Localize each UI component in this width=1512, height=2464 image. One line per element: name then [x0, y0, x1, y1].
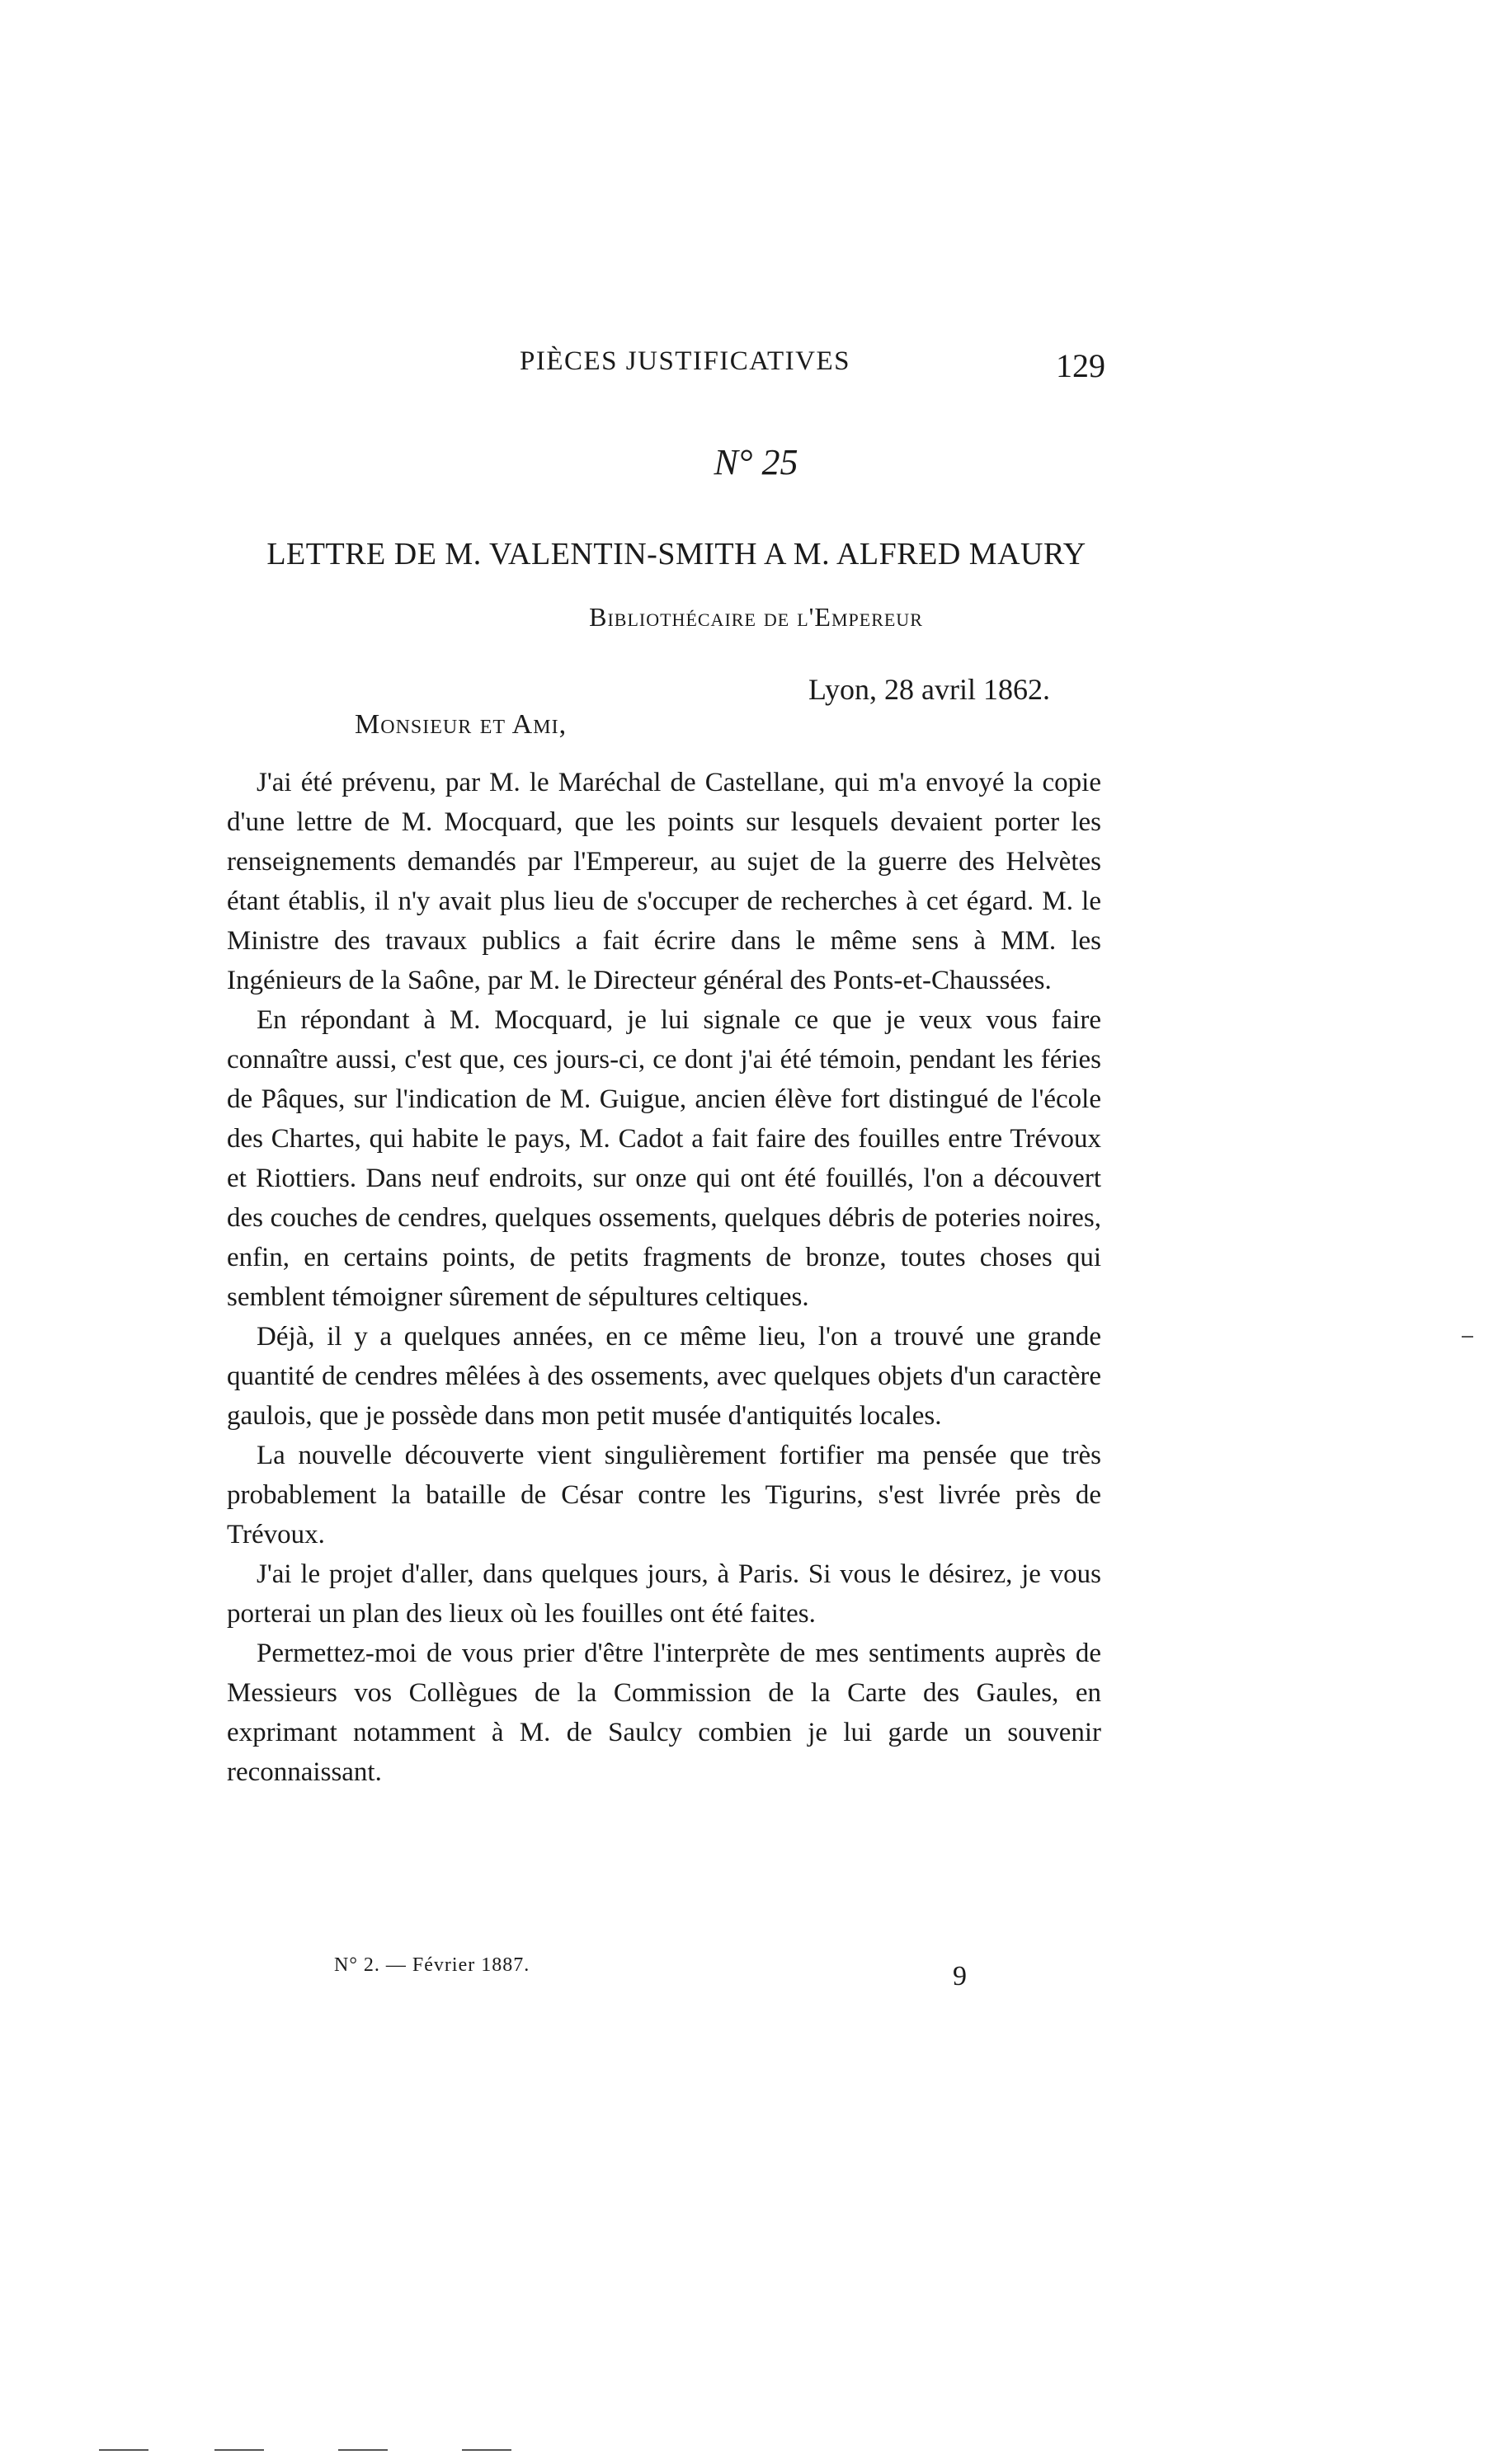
issue-reference: N° 2. — Février 1887.: [334, 1954, 530, 1976]
salutation: Monsieur et Ami,: [355, 709, 568, 740]
document-number: N° 25: [714, 442, 798, 482]
running-header: [0, 346, 1512, 396]
scan-margin-mark: [1462, 1336, 1473, 1338]
scan-edge-mark: [214, 2449, 264, 2451]
page-number: 129: [1056, 347, 1105, 384]
paragraph: Déjà, il y a quelques années, en ce même lieu, l'on a trouvé une grande quantité de cendres mêlées à des ossements, avec quelques objets d'un caractère gaulois, que je possède dans mon petit musée d'antiquités locales.: [227, 1322, 1101, 1431]
paragraph: En répondant à M. Mocquard, je lui signale ce que je veux vous faire connaître aussi, c'est que, ces jours-ci, ce dont j'ai été témoin, pendant les féries de Pâques, sur l'indication de M. Guigue, ancien élève fort distingué de l'école des Chartes, qui habite le pays, M. Cadot a fait faire des fouilles entre Trévoux et Riottiers. Dans neuf endroits, sur onze qui ont été fouillés, l'on a découvert des couches de cendres, quelques ossements, quelques débris de poteries noires, enfin, en certains points, de petits fragments de bronze, toutes choses qui semblent témoigner sûrement de sépultures celtiques.: [227, 1005, 1101, 1312]
running-title: PIÈCES JUSTIFICATIVES: [520, 346, 850, 376]
scan-edge-mark: [99, 2449, 148, 2451]
paragraph: Permettez-moi de vous prier d'être l'interprète de mes sentiments auprès de Messieurs vos Collègues de la Commission de la Carte des Gaules, en exprimant notamment à M. de Saulcy combien je lui garde un souvenir reconnaissant.: [227, 1639, 1101, 1787]
paragraph: La nouvelle découverte vient singulièrement fortifier ma pensée que très probablement la bataille de César contre les Tigurins, s'est livrée près de Trévoux.: [227, 1441, 1101, 1549]
scan-edge-mark: [462, 2449, 511, 2451]
page-footer: [0, 1954, 1512, 2004]
signature-mark: 9: [953, 1961, 967, 1991]
letter-title: LETTRE DE M. VALENTIN-SMITH A M. ALFRED MAURY: [266, 537, 1086, 571]
letter-body: [227, 763, 1101, 1792]
place-date: Lyon, 28 avril 1862.: [808, 673, 1050, 706]
paragraph: J'ai le projet d'aller, dans quelques jours, à Paris. Si vous le désirez, je vous porterai un plan des lieux où les fouilles ont été faites.: [227, 1559, 1101, 1629]
scan-edge-mark: [338, 2449, 388, 2451]
letter-subtitle: Bibliothécaire de l'Empereur: [589, 602, 923, 632]
paragraph: J'ai été prévenu, par M. le Maréchal de Castellane, qui m'a envoyé la copie d'une lettre de M. Mocquard, que les points sur lesquels devaient porter les renseignements demandés par l'Empereur, au sujet de la guerre des Helvètes étant établis, il n'y avait plus lieu de s'occuper de recherches à cet égard. M. le Ministre des travaux publics a fait écrire dans le même sens à MM. les Ingénieurs de la Saône, par M. le Directeur général des Ponts-et-Chaussées.: [227, 768, 1101, 995]
